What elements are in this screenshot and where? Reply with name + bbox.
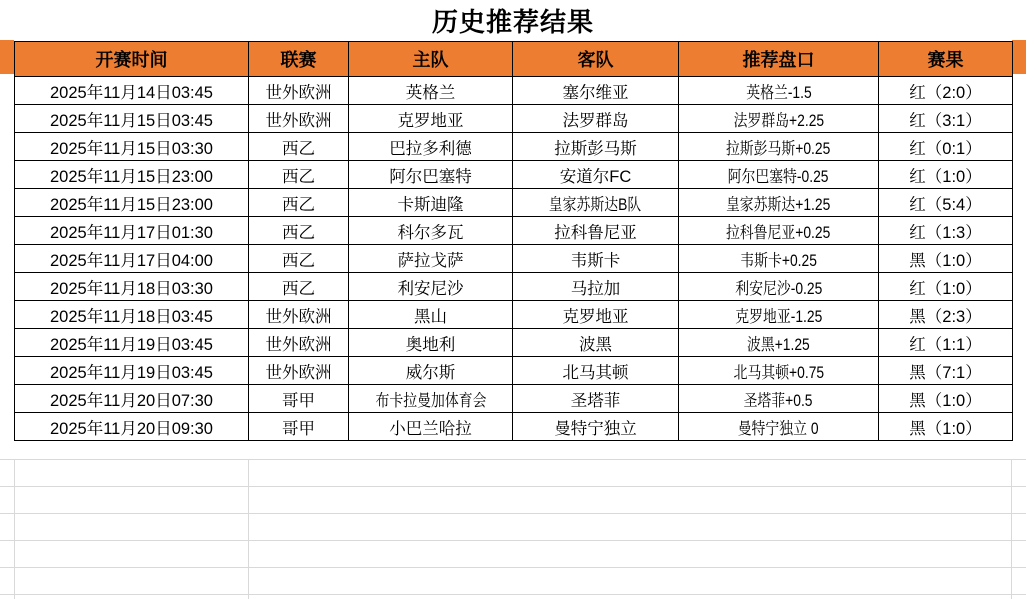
cell-league: 哥甲: [249, 385, 349, 413]
table-row: [15, 161, 1013, 189]
cell-home: 科尔多瓦: [349, 217, 513, 245]
cell-time: 2025年11月15日23:00: [15, 161, 249, 189]
column-header-home: 主队: [349, 42, 513, 77]
table-row: [15, 301, 1013, 329]
cell-time: 2025年11月15日23:00: [15, 189, 249, 217]
table-row: [15, 189, 1013, 217]
cell-pick: 英格兰-1.5: [679, 77, 879, 105]
cell-result: 黑（1:0）: [879, 245, 1013, 273]
cell-league: 西乙: [249, 245, 349, 273]
cell-pick: 阿尔巴塞特-0.25: [679, 161, 879, 189]
cell-home: 巴拉多利德: [349, 133, 513, 161]
cell-time: 2025年11月18日03:30: [15, 273, 249, 301]
cell-away: 法罗群岛: [513, 105, 679, 133]
table-row: [15, 105, 1013, 133]
column-header-league: 联赛: [249, 42, 349, 77]
cell-pick: 皇家苏斯达+1.25: [679, 189, 879, 217]
column-header-away: 客队: [513, 42, 679, 77]
cell-league: 西乙: [249, 189, 349, 217]
cell-result: 红（1:3）: [879, 217, 1013, 245]
cell-home: 黑山: [349, 301, 513, 329]
cell-time: 2025年11月19日03:45: [15, 357, 249, 385]
empty-grid-area: [0, 459, 1026, 599]
cell-home: 英格兰: [349, 77, 513, 105]
cell-time: 2025年11月14日03:45: [15, 77, 249, 105]
cell-time: 2025年11月17日04:00: [15, 245, 249, 273]
cell-time: 2025年11月15日03:30: [15, 133, 249, 161]
cell-pick: 曼特宁独立 0: [679, 413, 879, 441]
cell-away: 韦斯卡: [513, 245, 679, 273]
cell-pick: 利安尼沙-0.25: [679, 273, 879, 301]
table-row: [15, 413, 1013, 441]
cell-pick: 法罗群岛+2.25: [679, 105, 879, 133]
cell-away: 皇家苏斯达B队: [513, 189, 679, 217]
cell-away: 塞尔维亚: [513, 77, 679, 105]
cell-away: 圣塔菲: [513, 385, 679, 413]
cell-away: 拉斯彭马斯: [513, 133, 679, 161]
cell-league: 西乙: [249, 217, 349, 245]
cell-result: 黑（1:0）: [879, 413, 1013, 441]
table-row: [15, 357, 1013, 385]
history-results-table: [14, 41, 1013, 441]
cell-result: 红（1:0）: [879, 273, 1013, 301]
cell-pick: 波黑+1.25: [679, 329, 879, 357]
cell-pick: 拉斯彭马斯+0.25: [679, 133, 879, 161]
table-row: [15, 385, 1013, 413]
table-row: [15, 217, 1013, 245]
table-row: [15, 133, 1013, 161]
cell-away: 马拉加: [513, 273, 679, 301]
cell-result: 黑（2:3）: [879, 301, 1013, 329]
cell-league: 西乙: [249, 161, 349, 189]
page-title-row: [0, 0, 1026, 41]
cell-result: 红（1:1）: [879, 329, 1013, 357]
header-row: [15, 42, 1013, 77]
cell-league: 世外欧洲: [249, 329, 349, 357]
cell-result: 黑（7:1）: [879, 357, 1013, 385]
cell-result: 红（2:0）: [879, 77, 1013, 105]
cell-away: 安道尔FC: [513, 161, 679, 189]
header-left-accent: [0, 40, 14, 74]
cell-pick: 圣塔菲+0.5: [679, 385, 879, 413]
cell-home: 克罗地亚: [349, 105, 513, 133]
cell-league: 西乙: [249, 133, 349, 161]
table-row: [15, 329, 1013, 357]
cell-away: 北马其顿: [513, 357, 679, 385]
cell-home: 布卡拉曼加体育会: [349, 385, 513, 413]
cell-home: 威尔斯: [349, 357, 513, 385]
cell-time: 2025年11月15日03:45: [15, 105, 249, 133]
cell-time: 2025年11月19日03:45: [15, 329, 249, 357]
column-header-time: 开赛时间: [15, 42, 249, 77]
results-table-wrap: [14, 41, 1012, 441]
cell-away: 克罗地亚: [513, 301, 679, 329]
cell-league: 哥甲: [249, 413, 349, 441]
cell-league: 世外欧洲: [249, 301, 349, 329]
cell-home: 利安尼沙: [349, 273, 513, 301]
cell-home: 萨拉戈萨: [349, 245, 513, 273]
table-row: [15, 273, 1013, 301]
cell-pick: 北马其顿+0.75: [679, 357, 879, 385]
cell-home: 小巴兰哈拉: [349, 413, 513, 441]
cell-result: 红（0:1）: [879, 133, 1013, 161]
cell-pick: 韦斯卡+0.25: [679, 245, 879, 273]
cell-result: 红（3:1）: [879, 105, 1013, 133]
cell-time: 2025年11月17日01:30: [15, 217, 249, 245]
cell-time: 2025年11月20日09:30: [15, 413, 249, 441]
cell-home: 奥地利: [349, 329, 513, 357]
table-header: [15, 42, 1013, 77]
table-row: [15, 245, 1013, 273]
cell-league: 世外欧洲: [249, 105, 349, 133]
cell-result: 红（5:4）: [879, 189, 1013, 217]
page-title: 历史推荐结果: [431, 6, 594, 37]
cell-time: 2025年11月18日03:45: [15, 301, 249, 329]
column-header-pick: 推荐盘口: [679, 42, 879, 77]
column-header-result: 赛果: [879, 42, 1013, 77]
cell-home: 卡斯迪隆: [349, 189, 513, 217]
cell-away: 曼特宁独立: [513, 413, 679, 441]
cell-away: 拉科鲁尼亚: [513, 217, 679, 245]
cell-league: 西乙: [249, 273, 349, 301]
cell-home: 阿尔巴塞特: [349, 161, 513, 189]
cell-time: 2025年11月20日07:30: [15, 385, 249, 413]
header-right-accent: [1012, 40, 1026, 74]
cell-result: 红（1:0）: [879, 161, 1013, 189]
cell-league: 世外欧洲: [249, 357, 349, 385]
cell-result: 黑（1:0）: [879, 385, 1013, 413]
table-body: [15, 77, 1013, 441]
cell-pick: 克罗地亚-1.25: [679, 301, 879, 329]
cell-league: 世外欧洲: [249, 77, 349, 105]
cell-away: 波黑: [513, 329, 679, 357]
cell-pick: 拉科鲁尼亚+0.25: [679, 217, 879, 245]
table-row: [15, 77, 1013, 105]
